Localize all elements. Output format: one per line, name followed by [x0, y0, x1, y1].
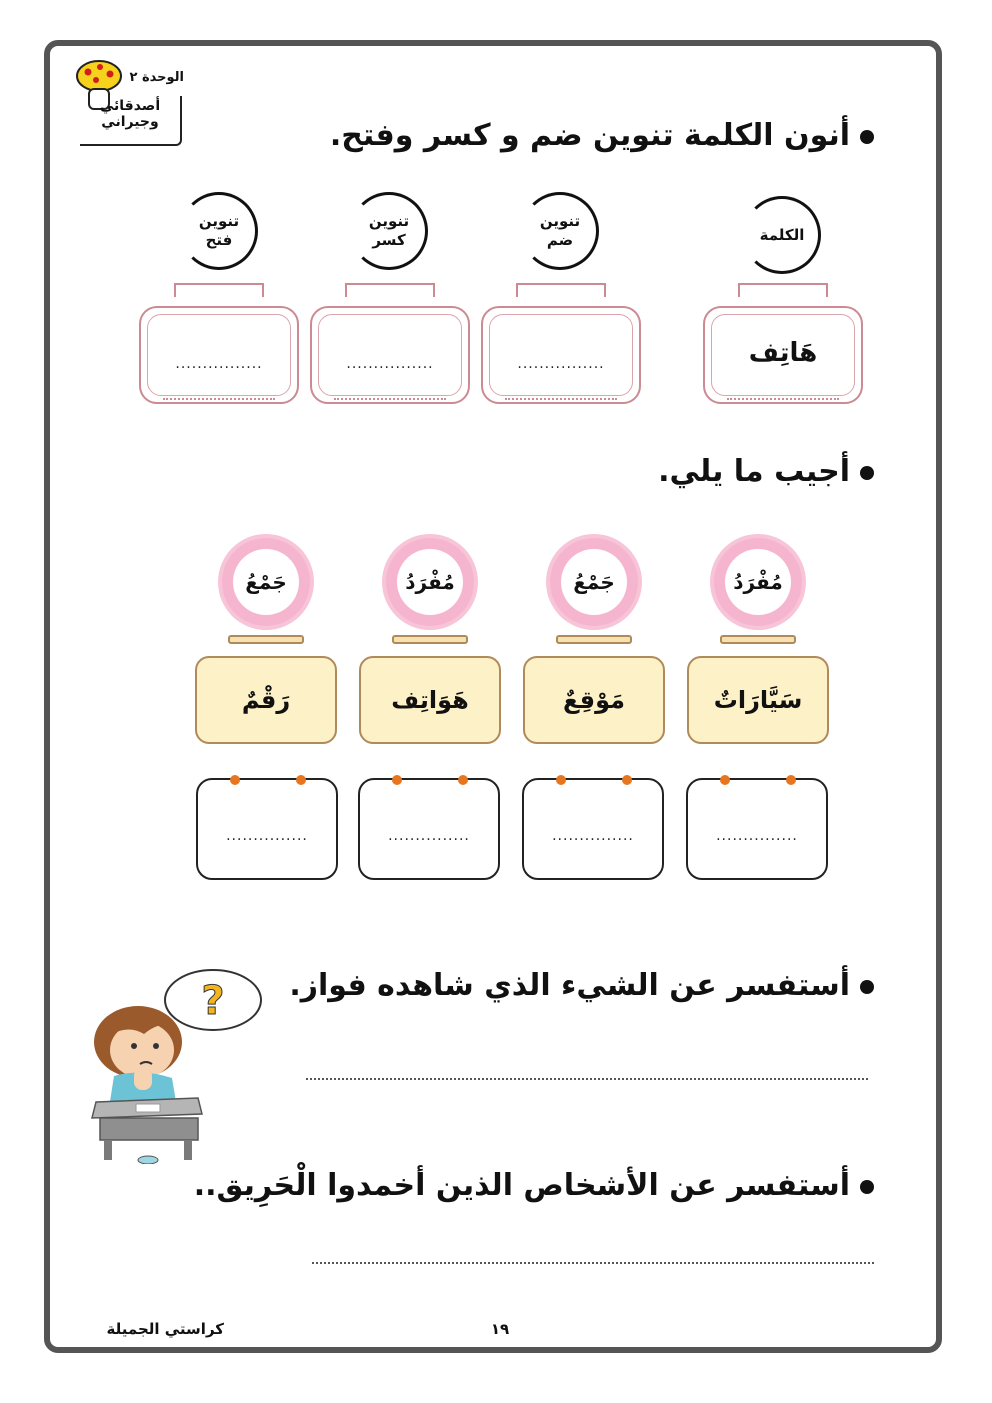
section3-question-1	[289, 968, 874, 1003]
section2-instruction	[658, 454, 874, 489]
answer-box[interactable]: ...............	[686, 778, 828, 880]
unit-title-1: أصدقائي	[99, 98, 161, 114]
section1-instruction	[330, 118, 874, 153]
book-title: كراستي الجميلة	[106, 1320, 224, 1338]
tag-flower: مُفْرَدُ	[714, 538, 802, 626]
thinking-boy-illustration	[78, 964, 268, 1164]
label-circle-damma: تنوين ضم	[521, 192, 599, 270]
tag-flower: مُفْرَدُ	[386, 538, 474, 626]
unit-number: الوحدة ٢	[129, 70, 184, 85]
answer-box[interactable]: ...............	[358, 778, 500, 880]
section3-question-2	[194, 1168, 874, 1203]
question-1-text: أستفسر عن الشيء الذي شاهده فواز.	[289, 968, 850, 1003]
page-number: ١٩	[490, 1320, 510, 1338]
bullet-icon	[860, 130, 874, 144]
unit-badge	[80, 96, 182, 146]
answer-box[interactable]: ...............	[522, 778, 664, 880]
tag-flower: جَمْعُ	[550, 538, 638, 626]
bullet-icon	[860, 1180, 874, 1194]
word-sign: رَقْمٌ	[195, 656, 337, 744]
label-circle-kasra: تنوين كسر	[350, 192, 428, 270]
bullet-icon	[860, 980, 874, 994]
svg-text:?: ?	[201, 978, 225, 1024]
question-2-text: أستفسر عن الأشخاص الذين أخمدوا الْحَرِيق..	[193, 1168, 850, 1203]
tag-flower: جَمْعُ	[222, 538, 310, 626]
word-sign: مَوْقِعٌ	[523, 656, 665, 744]
answer-box[interactable]: ...............	[196, 778, 338, 880]
bullet-icon	[860, 466, 874, 480]
answer-frame-fatha[interactable]: ................	[139, 306, 299, 404]
word-value: هَاتِف	[748, 338, 818, 368]
word-sign: سَيَّارَاتٌ	[687, 656, 829, 744]
answer-line-1[interactable]	[306, 1078, 868, 1080]
section1-instruction-text: أنون الكلمة تنوين ضم و كسر وفتح.	[329, 118, 850, 153]
answer-line-2[interactable]	[312, 1262, 874, 1264]
answer-frame-damma[interactable]: ................	[481, 306, 641, 404]
word-frame	[703, 306, 863, 404]
answer-frame-kasra[interactable]: ................	[310, 306, 470, 404]
word-sign: هَوَاتِف	[359, 656, 501, 744]
label-circle-fatha: تنوين فتح	[180, 192, 258, 270]
section2-instruction-text: أجيب ما يلي.	[658, 454, 850, 489]
label-circle-word: الكلمة	[743, 196, 821, 274]
unit-title-2: وجيراني	[101, 114, 159, 130]
